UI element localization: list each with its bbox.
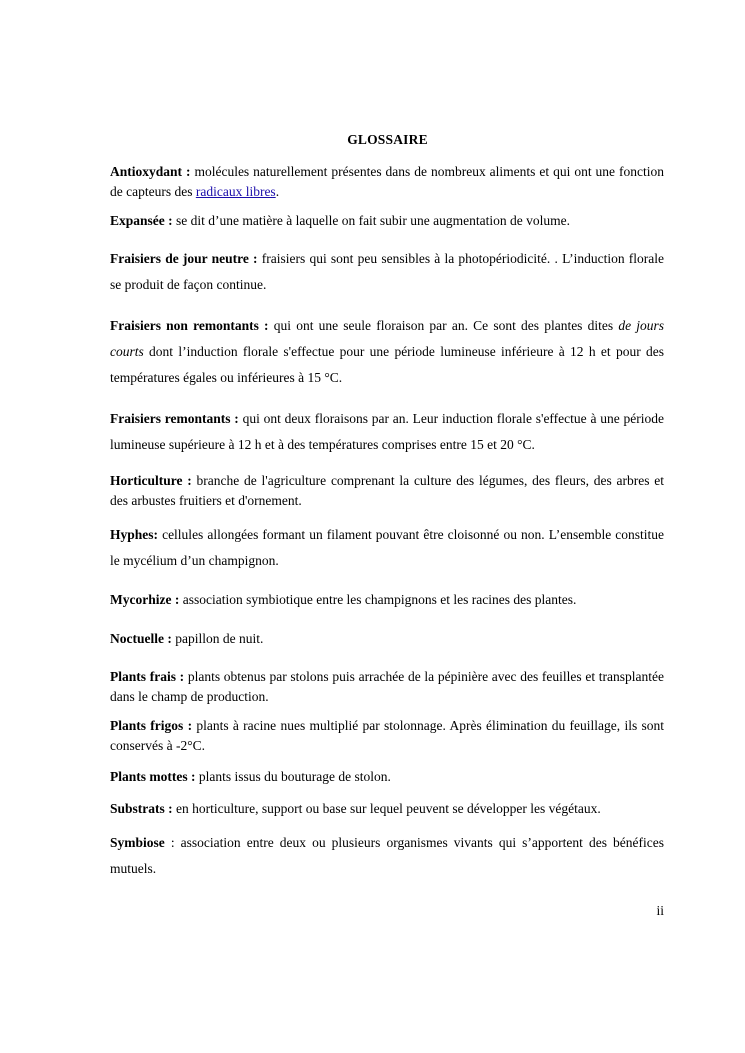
glossary-entry-plants-frais	[110, 667, 664, 707]
glossary-term: Expansée :	[110, 213, 173, 228]
glossary-entry-fraisiers-remontants	[110, 406, 664, 458]
glossary-entry-symbiose	[110, 830, 664, 882]
glossary-definition: fraisiers qui sont peu sensibles à la photopériodicité. . L’induction florale se produit de façon continue.	[110, 251, 664, 292]
glossary-definition: branche de l'agriculture comprenant la culture des légumes, des fleurs, des arbres et des arbustes fruitiers et d'ornement.	[110, 473, 664, 508]
glossary-definition: qui ont une seule floraison par an. Ce sont des plantes dites	[268, 318, 619, 333]
glossary-definition: association symbiotique entre les champignons et les racines des plantes.	[179, 592, 577, 607]
glossary-entry-expansee	[110, 211, 664, 231]
page-number: ii	[656, 903, 664, 918]
glossary-definition: qui ont deux floraisons par an. Leur induction florale s'effectue à une période lumineuse supérieure à 12 h et à des températures comprises entre 15 et 20 °C.	[110, 411, 664, 452]
glossary-term: Horticulture :	[110, 473, 192, 488]
glossary-term: Fraisiers de jour neutre :	[110, 251, 258, 266]
glossary-term: Hyphes:	[110, 527, 159, 542]
glossary-definition: molécules naturellement présentes dans de nombreux aliments et qui ont une fonction de capteurs des	[110, 164, 664, 199]
glossary-term: Noctuelle :	[110, 631, 172, 646]
glossary-definition: papillon de nuit.	[171, 631, 264, 646]
glossary-definition: se dit d’une matière à laquelle on fait subir une augmentation de volume.	[172, 213, 571, 228]
glossary-term: Fraisiers non remontants :	[110, 318, 269, 333]
italic-term: de jours courts	[110, 318, 664, 359]
glossary-entry-fraisiers-jour-neutre	[110, 246, 664, 298]
glossary-entry-fraisiers-non-remontants	[110, 313, 664, 391]
glossary-entry-horticulture	[110, 471, 664, 511]
glossary-term: Mycorhize :	[110, 592, 180, 607]
glossary-definition-end: dont l’induction florale s'effectue pour une période lumineuse inférieure à 12 h et pour des températures égales ou inférieures à 15 °C.	[110, 344, 664, 385]
glossary-definition: plants à racine nues multiplié par stolonnage. Après élimination du feuillage, ils sont conservés à -2°C.	[110, 718, 664, 753]
glossary-entry-plants-frigos	[110, 716, 664, 756]
glossary-entry-plants-mottes	[110, 767, 664, 787]
glossary-definition: plants obtenus par stolons puis arrachée de la pépinière avec des feuilles et transplantée dans le champ de production.	[110, 669, 664, 704]
glossary-entry-substrats	[110, 799, 664, 819]
radicaux-libres-link[interactable]: radicaux libres	[195, 184, 276, 199]
glossary-entry-hyphes	[110, 522, 664, 574]
glossary-term: Plants frais :	[110, 669, 185, 684]
glossary-term: Fraisiers remontants :	[110, 411, 239, 426]
glossary-term: Antioxydant :	[110, 164, 191, 179]
glossary-definition: plants issus du bouturage de stolon.	[195, 769, 391, 784]
glossary-entry-mycorhize	[110, 590, 664, 610]
glossary-definition: en horticulture, support ou base sur lequel peuvent se développer les végétaux.	[172, 801, 601, 816]
glossary-definition-end: .	[275, 184, 280, 199]
glossary-term: Plants frigos :	[110, 718, 193, 733]
page-title: GLOSSAIRE	[347, 132, 428, 147]
glossary-definition: : association entre deux ou plusieurs organismes vivants qui s’apportent des bénéfices mutuels.	[110, 835, 664, 876]
glossary-entry-antioxydant	[110, 162, 664, 202]
glossary-term: Plants mottes :	[110, 769, 196, 784]
glossary-term: Symbiose	[110, 835, 165, 850]
glossary-entry-noctuelle	[110, 629, 664, 649]
glossary-term: Substrats :	[110, 801, 173, 816]
glossary-definition: cellules allongées formant un filament pouvant être cloisonné ou non. L’ensemble constitue le mycélium d’un champignon.	[110, 527, 664, 568]
